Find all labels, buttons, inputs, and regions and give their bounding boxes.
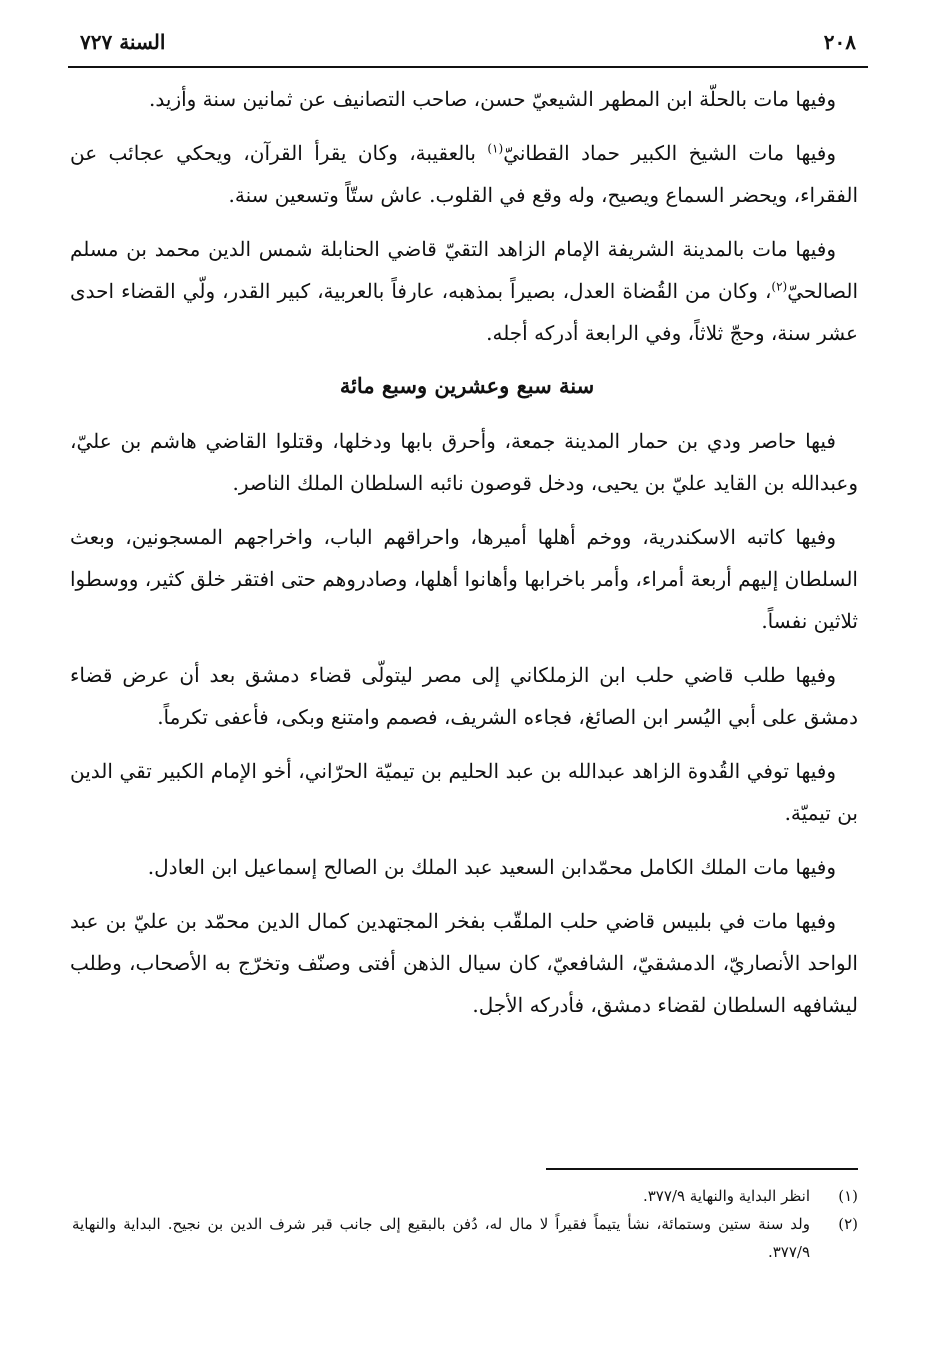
footnotes xyxy=(68,1168,866,1266)
paragraph-alexandria: وفيها كاتبه الاسكندرية، ووخم أهلها أميرها، واحراقهم الباب، واخراجهم المسجونين، وبعث السلطان إليهم أربعة أمراء، وأمر باخرابها وأهانوا أهلها، وصادروهم حتى افتقر خلق كثير، ووسطوا ثلاثين نفساً. xyxy=(70,525,858,633)
paragraph-ibn-taymiyya-brother: وفيها توفي القُدوة الزاهد عبدالله بن عبد الحليم بن تيميّة الحرّاني، أخو الإمام الكبير تقي الدين بن تيميّة. xyxy=(70,759,858,825)
paragraph-siege-madina: فيها حاصر ودي بن حمار المدينة جمعة، وأحرق بابها ودخلها، وقتلوا القاضي هاشم بن عليّ، وعبدالله بن القايد عليّ بن يحيى، ودخل قوصون نائبه السلطان الملك الناصر. xyxy=(70,429,858,495)
footnote-rule xyxy=(546,1168,858,1170)
paragraph-bilbis: وفيها مات في بلبيس قاضي حلب الملقّب بفخر المجتهدين كمال الدين محمّد بن عليّ بن عبد الواحد الأنصاريّ، الدمشقيّ، الشافعيّ، كان سيال الذهن أفتى وصنّف وتخرّج به الأصحاب، وطلب ليشافهه السلطان لقضاء دمشق، فأدركه الأجل. xyxy=(70,909,858,1017)
paragraph-text: ، وكان من القُضاة العدل، بصيراً بمذهبه، عارفاً بالعربية، كبير القدر، ولّي القضاء احدى عشر سنة، وحجّ ثلاثاً، وفي الرابعة أدركه أجله. xyxy=(70,279,858,345)
footnote-number: (١) xyxy=(838,1187,858,1205)
footnote-ref-1[interactable]: (١) xyxy=(487,141,504,156)
paragraph-text: وفيها مات بالحلّة ابن المطهر الشيعيّ حسن، صاحب التصانيف عن ثمانين سنة وأزيد. xyxy=(149,87,836,111)
footnote-1 xyxy=(68,1182,866,1210)
footnote-ref-2[interactable]: (٢) xyxy=(771,279,788,294)
footnote-text: انظر البداية والنهاية ٣٧٧/٩. xyxy=(642,1187,810,1205)
paragraph-hammad-qattani xyxy=(68,132,866,216)
header-rule xyxy=(68,66,868,68)
section-heading: سنة سبع وعشرين وسبع مائة xyxy=(339,373,595,398)
paragraph-shams-al-din xyxy=(68,228,866,354)
paragraph-text: وفيها مات الشيخ الكبير حماد القطانيّ xyxy=(503,141,836,165)
footnote-2 xyxy=(68,1210,866,1266)
year-header: السنة ٧٢٧ xyxy=(80,30,166,54)
paragraph-malik-kamil: وفيها مات الملك الكامل محمّدابن السعيد عبد الملك بن الصالح إسماعيل ابن العادل. xyxy=(147,855,836,879)
footnote-text: ولد سنة ستين وستمائة، نشأ يتيماً فقيراً لا مال له، دُفن بالبقيع إلى جانب قبر شرف الدين بن نجيح. البداية والنهاية ٣٧٧/٩. xyxy=(72,1215,810,1261)
footnote-number: (٢) xyxy=(838,1215,858,1233)
body-text xyxy=(68,78,866,1038)
book-page xyxy=(68,30,866,1261)
paragraph-qadi-halab: وفيها طلب قاضي حلب ابن الزملكاني إلى مصر ليتولّى قضاء دمشق بعد أن عرض قضاء دمشق على أبي اليُسر ابن الصائغ، فجاءه الشريف، فصمم وامتنع وبكى، فأعفى تكرماً. xyxy=(70,663,858,729)
paragraph-text: بالعقيبة، وكان يقرأ القرآن، ويحكي عجائب عن الفقراء، ويحضر السماع ويصيح، وله وقع في القلوب. عاش ستّاً وتسعين سنة. xyxy=(70,141,858,207)
page-number: ٢٠٨ xyxy=(823,30,856,54)
running-header xyxy=(68,30,866,60)
paragraph-text: وفيها مات بالمدينة الشريفة الإمام الزاهد التقيّ قاضي الحنابلة شمس الدين محمد بن مسلم الصالحيّ xyxy=(70,237,858,303)
paragraph-ibn-mutahhar xyxy=(68,78,866,120)
